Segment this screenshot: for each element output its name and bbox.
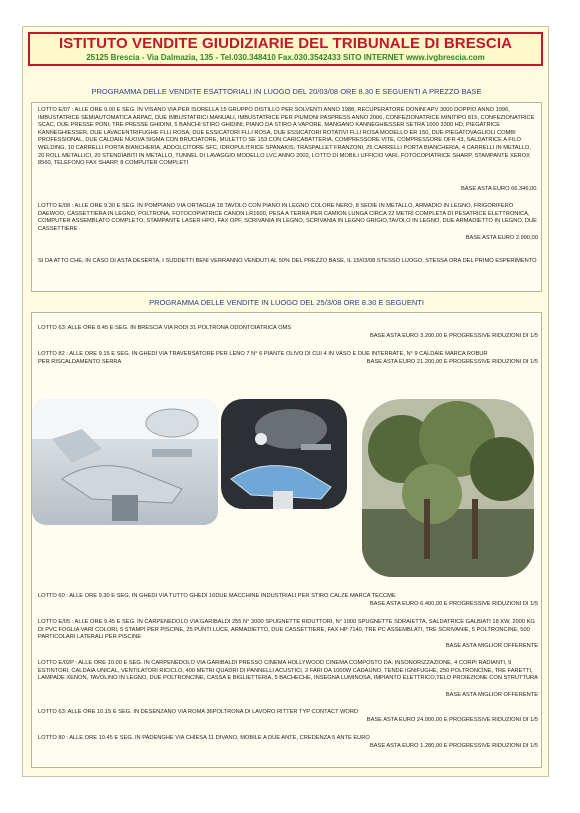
- lot-82-price: BASE ASTA EURO 21.200,00 E PROGRESSIVE RIDUZIONI DI 1/5: [366, 359, 538, 365]
- section1-box: [31, 102, 542, 292]
- lot-e08-text: LOTTO E/08 : ALLE ORE 9.30 E SEG. IN POMPIANO VIA ORTAGLIA 18 TAVOLO CON PIANO IN LEGNO COLORE NERO, 8 SEDIE IN METALLO, ARMADIO IN LEGNO, FRIGORIFERO DAEWOO, CASSETTIERA IN LEGNO, POLTRONA, FOTOCOPIATRICE CANON LR1600, PESA A TERRA PER CAMION LUNGA CIRCA 22 METRI COMPLETA DI PESATRICE ELETTRONICA, COMPUTER ASSEMBLATO COMPLETO, STAMPANTE LASER HPO, FAX OPF, SCRIVANIA IN LEGNO, SCRIVANIA IN LEGNO GRIGIO,TAVOLO IN LEGNO, DUE ARMADIETTO IN LEGNO, DUE CASSETTIERE: [38, 203, 537, 232]
- section2-box: [31, 312, 542, 768]
- dental-chair-photo: [32, 399, 218, 525]
- lot-e05-price: BASE ASTA MIGLIOR OFFERENTE: [445, 643, 538, 649]
- header-banner: [28, 32, 543, 66]
- lot-60-text: LOTTO 60 : ALLE ORE 9.30 E SEG. IN GHEDI VIA TUTTO GHEDI 16DUE MACCHINE INDUSTRIALI PER STIRO CALZE MARCA TECCME: [38, 593, 396, 599]
- lot-60-price: BASE ASTA EURO 6.400,00 E PROGRESSIVE RIDUZIONI DI 1/5: [369, 601, 538, 607]
- auction-note: SI DA ATTO CHE, IN CASO DI ASTA DESERTA, I SUDDETTI BENI VERRANNO VENDUTI AL 50% DEL PREZZO BASE, IL 15/03/08 STESSO LUOGO, STESSA ORA DEL PRIMO ESPERIMENTO: [38, 258, 537, 264]
- olive-trees-photo: [362, 399, 534, 577]
- section1-heading: PROGRAMMA DELLE VENDITE ESATTORIALI IN LUOGO DEL 20/03/08 ORE 8.30 E SEGUENTI A PREZZO BASE: [91, 87, 482, 96]
- lot-80-price: BASE ASTA EURO 1.280,00 E PROGRESSIVE RIDUZIONI DI 1/5: [369, 743, 538, 749]
- contact-line: 25125 Brescia - Via Dalmazia, 135 - Tel.030.348410 Fax.030.3542433 SITO INTERNET www.ivgbrescia.com: [86, 53, 485, 62]
- lot-63b-text: LOTTO 63: ALLE ORE 10.15 E SEG. IN DESENZANO VIA ROMA 36POLTRONA DI LAVORO RITTER TYP CONTACT WORD: [38, 709, 359, 715]
- lot-e02p-price: BASE ASTA MIGLIOR OFFERENTE: [445, 692, 538, 698]
- lot-63b-price: BASE ASTA EURO 24.000,00 E PROGRESSIVE RIDUZIONI DI 1/5: [366, 717, 538, 723]
- lot-e07-price: BASE ASTA EURO 66.346,00.: [460, 186, 538, 192]
- page-title: ISTITUTO VENDITE GIUDIZIARIE DEL TRIBUNALE DI BRESCIA: [58, 35, 513, 52]
- lot-63-text: LOTTO 63: ALLE ORE 8.45 E SEG. IN BRESCIA VIA RODI 31 POLTRONA ODONTOIATRICA OMS: [38, 325, 292, 331]
- dental-unit-photo: [221, 399, 347, 509]
- lot-63-price: BASE ASTA EURO 3.200,00 E PROGRESSIVE RIDUZIONI DI 1/5: [369, 333, 538, 339]
- lot-80-text: LOTTO 80 : ALLE ORE 10.45 E SEG. IN PADENGHE VIA CHIESA 11 DIVANO, MOBILE A DUE ANTE, CREDENZA 5 ANTE EURO: [38, 735, 370, 741]
- lot-82-text: LOTTO 82 : ALLE ORE 9.15 E SEG. IN GHEDI VIA TRAVERSATORE PER LENO 7 N° 6 PIANTE OLIVO DI CUI 4 IN VASO E DUE INTERRATE, N° 9 CALDAIE MARCA ROBUR PER RISCALDAMENTO SERRA: [38, 351, 488, 365]
- lot-e05-text: LOTTO E/05 : ALLE ORE 9.45 E SEG. IN CARPENEDOLO VIA GARIBALDI 255 N° 3000 SPUGNETTE RIDUTTORI, N° 1000 SPUGNETTE SDRAIETTA, SALDATRICE GALBIATI 18 KW, 2000 KG DI PVC FOGLIA VARI COLORI, 5 STAMPI PER PISCINE, 25 PUNTI LUCE, ARMADIETTO, DUE CASSETTIERE, FAX HP 7140, TRE PC ASSEMBLATI, TRE SCRIVANIE, 5 POLTRONCINE, 500 PARTICOLARI LATERALI PER PISCINE: [38, 619, 535, 641]
- document-page: [22, 26, 549, 777]
- lot-e02p-text: LOTTO E/02P : ALLE ORE 10.00 E SEG. IN CARPENEDOLO VIA GARIBALDI PRESSO CINEMA HOLLYWOOD CINEMA COMPOSTO DA: INSONORIZZAZIONE, 4 CORPI RADIANTI, 9 ESTINTORI, CALDAIA UNICAL, VENTILATORI RICICLO, 400 METRI QUADRI DI PANNELLI ACUSTICI, 2 FARI DA 1000W CADAUNO, TENDE IGNIFUGHE, 250 POLTRONCINE, TRE FARETTI, LAMPADE XENON, TAVOLINO IN LEGNO, DUE POLTRONCINE, CASSA E BIGLIETTERIA, 5 BACHECHE, INSEGNA LUMINOSA, IMPIANTO ELETTRICO,TELO PROIEZIONE CON STRUTTURA: [38, 660, 538, 682]
- lot-e08-price: BASE ASTA EURO 2.990,00: [465, 235, 538, 241]
- section2-heading: PROGRAMMA DELLE VENDITE IN LUOGO DEL 25/3/08 ORE 8.30 E SEGUENTI: [149, 298, 424, 307]
- lot-e07-text: LOTTO E/07 : ALLE ORE 9.00 E SEG. IN VISANO VIA PER ISORELLA 15 GRUPPO DISTILLO PER SOLVENTI ANNO 1988, RECUPERATORE DONINI APV 3000 DOPPIO ANNO 1996, IMBUSTATRICE SEMIAUTOMATICA ARPAC, DUE IMBUSTATRICI MANUALI, IMBUSTATRICE PER PIUMONI PASPRESS ANNO 2006, CONFEZIONATRICE MINITIPO 815, CONFEZIONATRICE SCAC, DUE PRESSE PONI, TRE PRESSE GHIDINI, 5 BANCHI STIRO GHIDINI, PIANO DA STIRO A VAPORE, MANGANO KANNEGHIESSER SETRA 1000 3300 HD, PIEGATRICE KANNEGHIESSER, DUE LAVACENTRIFUGHE FLLI ROSA, DUE ESSICATORI FLLI ROSA, DUE ESSICATORI ROTATIVI FLLI ROSA MODELLO ER 150, DUE PIEGATOVAGLIOLI COMBI PROFESSIONAL, DUE CALDAIE NUOVA SIGMA CON BRUCIATORE, MULETTO SE 153 CON CARICABATTERIA, COMPRESSORE VITE, COMPRESSORE OFR 43, SALDATRICE A FILO WELDING, 10 CARRELLI PORTA BIANCHERIA, ADDOLCITORE SFC, IDROPULITRICE SPANAKIS, TRASPALLET FRANZONI, 25 CARRELLI PORTA BIANCHERIA, 4 CARRELLI IN METALLO, 20 ROLL METALLICI, 20 STENDIABITI IN METALLO, TUNNEL DI LAVAGGIO MODELLO LVC ANNO 2002, LOTTO DI MOBILI UFFICIO VARI, FOTOCOPIATRICE SHARP, STAMPANTE XEROX 8560, TELEFONO FAX SHARP, 8 COMPUTER COMPLETI: [38, 107, 535, 167]
